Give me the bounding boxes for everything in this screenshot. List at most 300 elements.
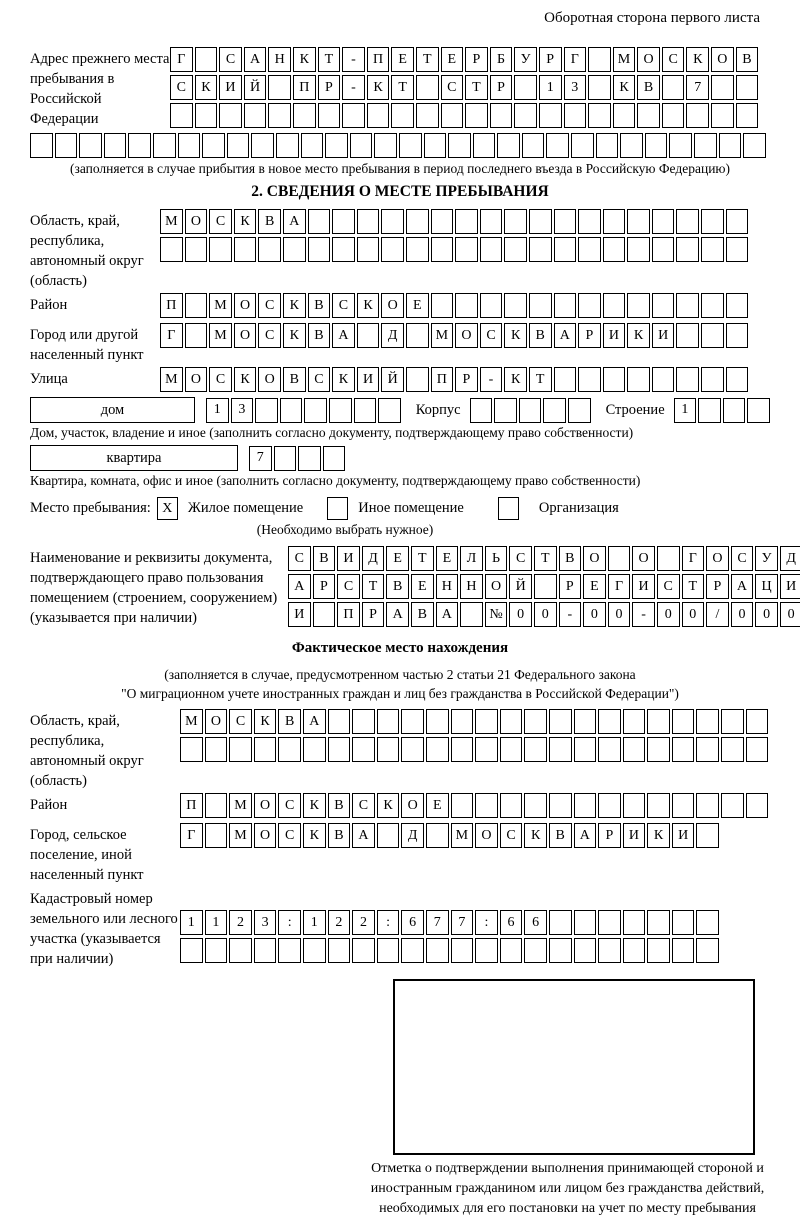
char-cell: С — [278, 823, 301, 848]
char-cell — [721, 737, 744, 762]
char-cell: В — [308, 293, 331, 318]
char-cell: 0 — [509, 602, 532, 627]
char-cell: 3 — [254, 910, 277, 935]
char-cell: Г — [160, 323, 183, 348]
char-cell: - — [342, 75, 365, 100]
stamp-section — [365, 979, 770, 1219]
char-cell: В — [308, 323, 331, 348]
stroenie-label: Строение — [605, 401, 665, 418]
char-cell — [455, 293, 478, 318]
char-cell: О — [455, 323, 478, 348]
char-cell: Е — [426, 793, 449, 818]
char-cell — [251, 133, 274, 158]
char-cell: О — [234, 323, 257, 348]
char-cell: С — [657, 574, 680, 599]
char-cell — [170, 103, 193, 128]
char-cell — [352, 938, 375, 963]
char-cell: С — [308, 367, 331, 392]
char-cell — [652, 293, 675, 318]
char-cell: С — [332, 293, 355, 318]
char-cell: К — [332, 367, 355, 392]
cadastral-label: Кадастровый номер земельного или лесного участка (указывается при наличии) — [30, 891, 178, 967]
char-cell — [490, 103, 513, 128]
char-cell — [377, 737, 400, 762]
char-cell — [274, 446, 297, 471]
char-row — [288, 574, 800, 599]
char-cell: Г — [180, 823, 203, 848]
char-cell — [268, 75, 291, 100]
char-cell: Е — [386, 546, 409, 571]
char-cell — [549, 793, 572, 818]
char-cell — [475, 793, 498, 818]
char-cell — [588, 103, 611, 128]
char-cell — [229, 737, 252, 762]
char-cell: С — [170, 75, 193, 100]
char-cell — [554, 209, 577, 234]
char-cell — [180, 737, 203, 762]
cadastral-block — [30, 887, 770, 969]
char-cell: К — [234, 209, 257, 234]
char-cell — [574, 910, 597, 935]
house-type-box: дом — [30, 397, 195, 423]
char-cell: О — [632, 546, 655, 571]
char-cell: Е — [441, 47, 464, 72]
char-row — [160, 209, 748, 234]
char-cell — [465, 103, 488, 128]
char-cell: Б — [490, 47, 513, 72]
char-cell — [328, 737, 351, 762]
char-cell — [280, 398, 303, 423]
char-cell: 6 — [401, 910, 424, 935]
char-cell — [669, 133, 692, 158]
char-cell: М — [431, 323, 454, 348]
char-cell — [701, 209, 724, 234]
char-cell — [647, 910, 670, 935]
char-cell: Д — [780, 546, 800, 571]
page-side-note: Оборотная сторона первого листа — [544, 10, 760, 26]
char-cell — [519, 398, 542, 423]
char-cell — [676, 237, 699, 262]
char-cell — [627, 209, 650, 234]
char-cell — [205, 737, 228, 762]
char-cell — [701, 323, 724, 348]
char-cell: К — [504, 367, 527, 392]
option-residential-label: Жилое помещение — [187, 500, 304, 516]
char-cell: Д — [362, 546, 385, 571]
char-cell — [603, 293, 626, 318]
char-cell — [406, 209, 429, 234]
char-cell: Р — [318, 75, 341, 100]
char-cell: 3 — [231, 398, 254, 423]
char-cell: Н — [460, 574, 483, 599]
char-cell — [721, 709, 744, 734]
char-cell: М — [180, 709, 203, 734]
char-cell: 3 — [564, 75, 587, 100]
char-cell: К — [195, 75, 218, 100]
char-cell: С — [258, 323, 281, 348]
char-cell — [416, 75, 439, 100]
char-cell: Р — [706, 574, 729, 599]
char-cell — [676, 323, 699, 348]
char-cell: В — [328, 793, 351, 818]
char-cell — [342, 103, 365, 128]
char-cell — [647, 737, 670, 762]
street-label: Улица — [30, 371, 68, 387]
char-cell — [153, 133, 176, 158]
char-cell — [424, 133, 447, 158]
char-cell: 0 — [755, 602, 778, 627]
char-cell — [30, 133, 53, 158]
char-cell — [323, 446, 346, 471]
char-cell: К — [283, 293, 306, 318]
char-cell — [374, 133, 397, 158]
char-cell — [549, 709, 572, 734]
char-cell: А — [332, 323, 355, 348]
char-cell — [455, 237, 478, 262]
char-cell — [596, 133, 619, 158]
char-cell: К — [234, 367, 257, 392]
char-cell — [652, 237, 675, 262]
char-cell — [647, 709, 670, 734]
char-cell: И — [623, 823, 646, 848]
char-cell — [747, 398, 770, 423]
char-cell: Т — [362, 574, 385, 599]
char-cell — [426, 709, 449, 734]
char-row — [160, 293, 748, 318]
checkbox-organization — [498, 497, 519, 520]
char-cell: П — [431, 367, 454, 392]
char-cell — [195, 47, 218, 72]
char-cell: 2 — [328, 910, 351, 935]
char-cell — [627, 293, 650, 318]
char-cell: Ц — [755, 574, 778, 599]
char-cell: 1 — [539, 75, 562, 100]
char-cell: Л — [460, 546, 483, 571]
char-cell: К — [293, 47, 316, 72]
char-cell — [426, 737, 449, 762]
char-cell — [652, 367, 675, 392]
char-cell: С — [731, 546, 754, 571]
char-cell: О — [185, 209, 208, 234]
char-row — [180, 823, 719, 848]
char-cell: - — [632, 602, 655, 627]
char-cell: Т — [416, 47, 439, 72]
char-cell: И — [337, 546, 360, 571]
char-cell — [401, 737, 424, 762]
char-cell: И — [672, 823, 695, 848]
char-cell — [209, 237, 232, 262]
char-cell — [128, 133, 151, 158]
actual-location-note-line1: (заполняется в случае, предусмотренном частью 2 статьи 21 Федерального закона — [164, 667, 636, 682]
char-cell: О — [258, 367, 281, 392]
char-cell — [588, 47, 611, 72]
char-cell: Д — [381, 323, 404, 348]
char-cell: 7 — [249, 446, 272, 471]
char-cell — [721, 793, 744, 818]
char-cell — [524, 793, 547, 818]
char-cell — [500, 737, 523, 762]
char-cell — [451, 737, 474, 762]
char-cell — [500, 709, 523, 734]
char-cell: М — [229, 823, 252, 848]
char-cell — [603, 237, 626, 262]
char-cell — [608, 546, 631, 571]
char-cell — [399, 133, 422, 158]
char-cell: - — [342, 47, 365, 72]
char-cell — [470, 398, 493, 423]
char-cell — [696, 709, 719, 734]
char-cell — [746, 793, 769, 818]
char-cell: А — [554, 323, 577, 348]
char-cell: Г — [608, 574, 631, 599]
char-cell: А — [244, 47, 267, 72]
option-other-premises-label: Иное помещение — [358, 500, 464, 516]
char-cell — [662, 75, 685, 100]
district-block — [30, 293, 770, 321]
char-cell — [381, 237, 404, 262]
char-cell: Й — [244, 75, 267, 100]
char-cell — [328, 709, 351, 734]
char-cell — [451, 709, 474, 734]
char-cell: Р — [578, 323, 601, 348]
char-cell: Т — [682, 574, 705, 599]
char-cell — [598, 793, 621, 818]
char-cell: К — [303, 793, 326, 818]
char-cell: О — [485, 574, 508, 599]
char-cell: С — [288, 546, 311, 571]
char-cell: О — [254, 823, 277, 848]
char-cell: 0 — [682, 602, 705, 627]
char-cell: 0 — [583, 602, 606, 627]
char-cell — [514, 75, 537, 100]
document-block — [30, 546, 797, 630]
char-cell: Г — [682, 546, 705, 571]
char-cell — [554, 293, 577, 318]
char-cell — [620, 133, 643, 158]
char-cell — [723, 398, 746, 423]
char-cell — [603, 209, 626, 234]
char-cell — [574, 737, 597, 762]
char-cell: 6 — [500, 910, 523, 935]
char-row — [180, 910, 719, 935]
char-cell — [205, 793, 228, 818]
char-cell — [219, 103, 242, 128]
char-cell: С — [352, 793, 375, 818]
char-cell — [180, 938, 203, 963]
char-cell — [367, 103, 390, 128]
prev-address-overflow-row — [30, 133, 770, 158]
char-cell: С — [509, 546, 532, 571]
char-cell — [676, 367, 699, 392]
stay-type-row — [30, 497, 770, 520]
char-cell: О — [254, 793, 277, 818]
char-cell — [426, 823, 449, 848]
char-cell: С — [500, 823, 523, 848]
char-cell: Т — [411, 546, 434, 571]
char-cell: 7 — [426, 910, 449, 935]
char-cell — [647, 793, 670, 818]
char-cell — [352, 709, 375, 734]
char-cell — [726, 237, 749, 262]
char-cell — [549, 737, 572, 762]
char-cell — [500, 793, 523, 818]
char-cell — [350, 133, 373, 158]
char-cell — [480, 237, 503, 262]
char-cell: М — [613, 47, 636, 72]
char-cell — [377, 823, 400, 848]
char-cell — [672, 910, 695, 935]
char-cell — [578, 209, 601, 234]
city-label: Город или другой населенный пункт — [30, 327, 144, 363]
char-cell: А — [288, 574, 311, 599]
char-cell: М — [229, 793, 252, 818]
char-cell — [522, 133, 545, 158]
char-cell — [726, 209, 749, 234]
char-cell: С — [480, 323, 503, 348]
char-cell: 1 — [180, 910, 203, 935]
char-cell — [205, 938, 228, 963]
char-row — [180, 793, 768, 818]
option-organization-label: Организация — [538, 500, 619, 516]
char-cell — [178, 133, 201, 158]
char-cell — [381, 209, 404, 234]
char-cell — [539, 103, 562, 128]
char-cell: А — [352, 823, 375, 848]
char-cell: О — [583, 546, 606, 571]
char-row — [288, 546, 800, 571]
korpus-label: Корпус — [415, 401, 461, 418]
char-cell: Г — [170, 47, 193, 72]
stay-type-note: (Необходимо выбрать нужное) — [256, 522, 434, 537]
char-cell: Н — [268, 47, 291, 72]
char-cell: № — [485, 602, 508, 627]
char-cell — [554, 237, 577, 262]
char-cell — [202, 133, 225, 158]
char-cell — [227, 133, 250, 158]
char-cell — [726, 323, 749, 348]
char-cell — [255, 398, 278, 423]
city-block — [30, 323, 770, 365]
char-cell — [298, 446, 321, 471]
char-cell: О — [381, 293, 404, 318]
char-cell: В — [278, 709, 301, 734]
char-cell — [475, 709, 498, 734]
char-cell — [504, 237, 527, 262]
char-cell — [391, 103, 414, 128]
char-cell — [613, 103, 636, 128]
char-cell: О — [711, 47, 734, 72]
actual-district-label: Район — [30, 797, 68, 813]
char-cell — [686, 103, 709, 128]
char-row — [160, 367, 748, 392]
char-row — [180, 938, 719, 963]
char-cell: М — [160, 209, 183, 234]
char-cell: Т — [534, 546, 557, 571]
char-cell — [662, 103, 685, 128]
prev-address-cells — [170, 47, 758, 131]
char-cell: О — [401, 793, 424, 818]
char-cell — [329, 398, 352, 423]
char-cell — [406, 367, 429, 392]
char-cell — [696, 823, 719, 848]
char-cell — [627, 367, 650, 392]
char-cell: Е — [583, 574, 606, 599]
char-cell — [258, 237, 281, 262]
char-cell — [401, 709, 424, 734]
char-cell: М — [209, 293, 232, 318]
char-cell: / — [706, 602, 729, 627]
char-cell: С — [258, 293, 281, 318]
char-cell: 7 — [686, 75, 709, 100]
char-cell — [568, 398, 591, 423]
char-cell — [303, 938, 326, 963]
char-cell: А — [436, 602, 459, 627]
char-cell — [524, 938, 547, 963]
char-cell: К — [254, 709, 277, 734]
char-cell — [504, 209, 527, 234]
char-cell — [185, 293, 208, 318]
char-row — [288, 602, 800, 627]
char-cell — [308, 237, 331, 262]
char-cell — [736, 75, 759, 100]
char-cell — [578, 237, 601, 262]
house-caption: Дом, участок, владение и иное (заполнить согласно документу, подтверждающему право собственности) — [30, 425, 634, 440]
char-cell — [451, 793, 474, 818]
char-cell — [185, 237, 208, 262]
char-cell: 0 — [534, 602, 557, 627]
char-cell — [529, 293, 552, 318]
char-cell — [578, 293, 601, 318]
region-block — [30, 209, 770, 291]
char-cell — [743, 133, 766, 158]
char-cell: Т — [391, 75, 414, 100]
char-cell: И — [632, 574, 655, 599]
char-cell — [234, 237, 257, 262]
char-row — [160, 237, 748, 262]
char-cell: Р — [313, 574, 336, 599]
char-cell — [524, 737, 547, 762]
char-cell: М — [209, 323, 232, 348]
char-cell — [647, 938, 670, 963]
char-cell — [564, 103, 587, 128]
prev-address-caption: (заполняется в случае прибытия в новое место пребывания в период последнего въезда в Российскую Федерацию) — [69, 161, 731, 176]
char-cell: С — [229, 709, 252, 734]
char-cell — [303, 737, 326, 762]
char-cell — [325, 133, 348, 158]
char-cell — [726, 293, 749, 318]
char-cell: Т — [465, 75, 488, 100]
char-cell — [524, 709, 547, 734]
char-cell — [645, 133, 668, 158]
apartment-type-box: квартира — [30, 445, 238, 471]
char-cell — [652, 209, 675, 234]
char-cell: О — [205, 709, 228, 734]
char-cell — [726, 367, 749, 392]
district-label: Район — [30, 297, 68, 313]
korpus-cells — [470, 398, 591, 423]
char-cell — [254, 938, 277, 963]
char-cell: С — [441, 75, 464, 100]
char-cell — [328, 938, 351, 963]
char-cell: Й — [381, 367, 404, 392]
char-cell: И — [288, 602, 311, 627]
char-cell: С — [209, 209, 232, 234]
char-cell — [574, 793, 597, 818]
section2-title: 2. СВЕДЕНИЯ О МЕСТЕ ПРЕБЫВАНИЯ — [251, 183, 549, 200]
char-cell: П — [337, 602, 360, 627]
checkbox-residential: X — [157, 497, 178, 520]
char-cell — [480, 209, 503, 234]
